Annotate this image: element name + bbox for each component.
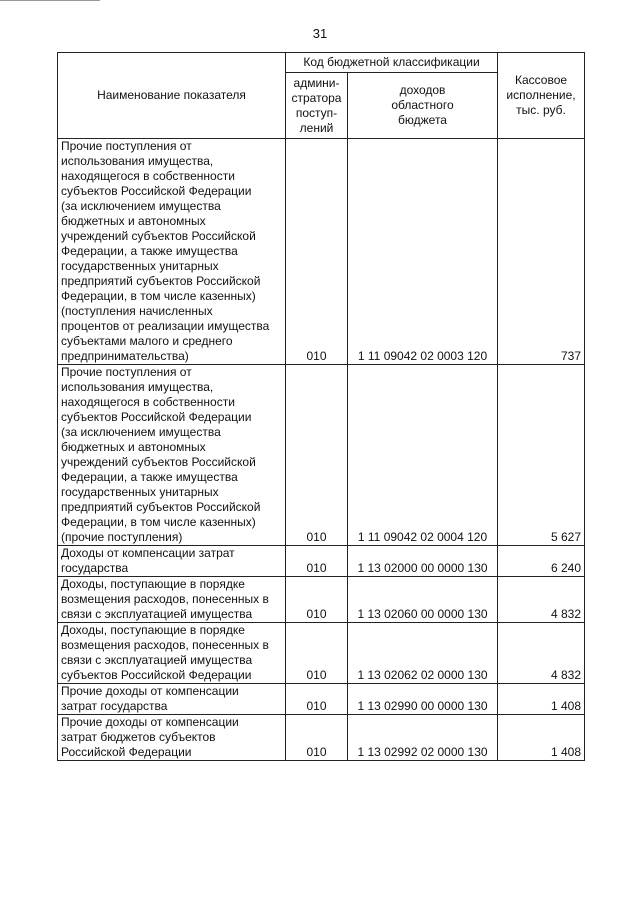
table-row [58, 139, 585, 365]
row-amount-cell: 1 408 [498, 715, 585, 761]
row-name-cell: Прочие доходы от компенсации затрат бюджетов субъектов Российской Федерации [58, 715, 286, 761]
row-administrator-cell: 010 [286, 139, 348, 365]
row-code-cell: 1 11 09042 02 0003 120 [348, 139, 498, 365]
row-code-cell: 1 13 02000 00 0000 130 [348, 546, 498, 577]
row-name-cell: Доходы, поступающие в порядке возмещения расходов, понесенных в связи с эксплуатацией имущества субъектов Российской Федерации [58, 623, 286, 684]
row-name-cell: Прочие доходы от компенсации затрат государства [58, 684, 286, 715]
row-name-cell: Доходы от компенсации затрат государства [58, 546, 286, 577]
header-revenue: доходов областного бюджета [348, 73, 498, 139]
table-row [58, 546, 585, 577]
header-budget-code-group: Код бюджетной классификации [286, 53, 498, 73]
row-code-cell: 1 13 02990 00 0000 130 [348, 684, 498, 715]
header-cash-execution: Кассовое исполнение, тыс. руб. [498, 53, 585, 139]
row-name-cell: Прочие поступления от использования имущества, находящегося в собственности субъектов Российской Федерации (за исключением имущества бюджетных и автономных учреждений субъектов Российской Федерации, а также имущества государственных унитарных предприятий субъектов Российской Федерации, в том числе казенных) (поступления начисленных процентов от реализации имущества субъектами малого и среднего предпринимательства) [58, 139, 286, 365]
row-administrator-cell: 010 [286, 546, 348, 577]
table-body [58, 139, 585, 761]
row-code-cell: 1 11 09042 02 0004 120 [348, 365, 498, 546]
row-administrator-cell: 010 [286, 715, 348, 761]
row-name-cell: Доходы, поступающие в порядке возмещения расходов, понесенных в связи с эксплуатацией имущества [58, 577, 286, 623]
row-name-cell: Прочие поступления от использования имущества, находящегося в собственности субъектов Российской Федерации (за исключением имущества бюджетных и автономных учреждений субъектов Российской Федерации, а также имущества государственных унитарных предприятий субъектов Российской Федерации, в том числе казенных) (прочие поступления) [58, 365, 286, 546]
page-number: 31 [312, 26, 328, 41]
row-administrator-cell: 010 [286, 577, 348, 623]
header-name: Наименование показателя [58, 53, 286, 139]
header-administrator: админи- стратора поступ- лений [286, 73, 348, 139]
row-amount-cell: 5 627 [498, 365, 585, 546]
row-amount-cell: 6 240 [498, 546, 585, 577]
scan-edge-mark [0, 0, 100, 3]
row-amount-cell: 4 832 [498, 577, 585, 623]
row-code-cell: 1 13 02062 02 0000 130 [348, 623, 498, 684]
row-code-cell: 1 13 02060 00 0000 130 [348, 577, 498, 623]
table-row [58, 365, 585, 546]
row-amount-cell: 737 [498, 139, 585, 365]
row-administrator-cell: 010 [286, 684, 348, 715]
row-administrator-cell: 010 [286, 365, 348, 546]
row-administrator-cell: 010 [286, 623, 348, 684]
table-row [58, 715, 585, 761]
row-code-cell: 1 13 02992 02 0000 130 [348, 715, 498, 761]
budget-table [57, 52, 585, 761]
table-row [58, 684, 585, 715]
row-amount-cell: 1 408 [498, 684, 585, 715]
row-amount-cell: 4 832 [498, 623, 585, 684]
table-row [58, 623, 585, 684]
table-row [58, 577, 585, 623]
